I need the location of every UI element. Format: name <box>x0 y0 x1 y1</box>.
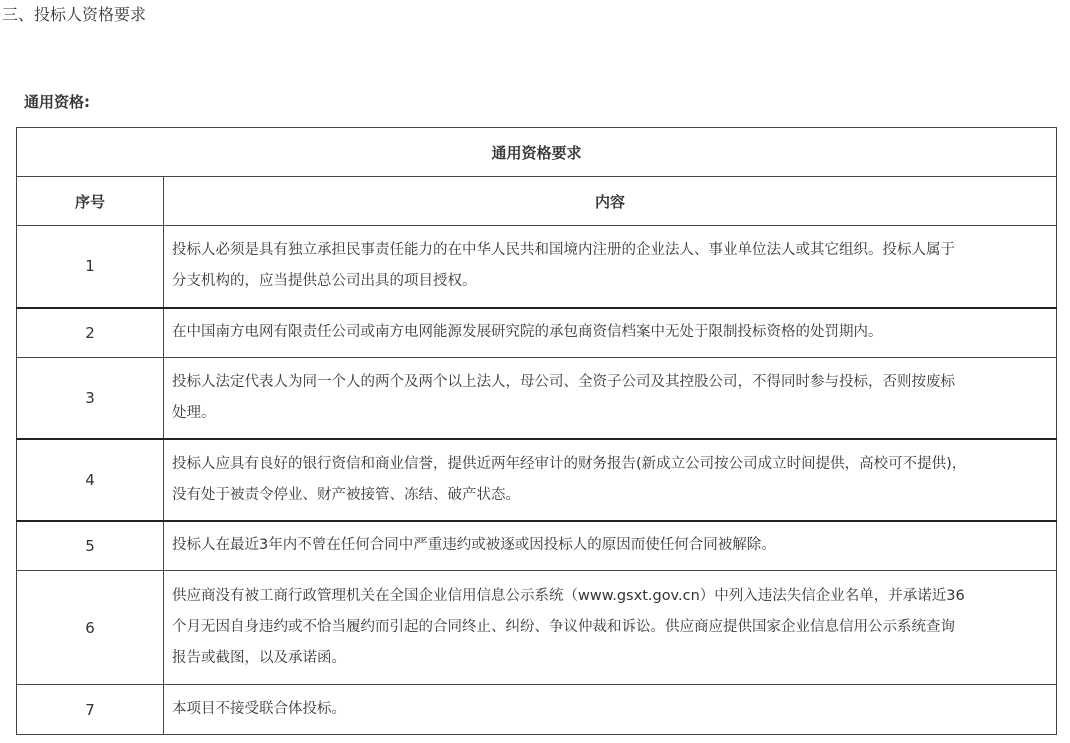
content-line: 处理。 <box>172 404 216 421</box>
content-line: 投标人在最近3年内不曾在任何合同中严重违约或被逐或因投标人的原因而使任何合同被解除。 <box>172 537 776 554</box>
content-line: 个月无因自身违约或不恰当履约而引起的合同终止、纠纷、争议仲裁和诉讼。供应商应提供国家企业信息信用公示系统查询 <box>172 619 955 635</box>
table-row <box>17 308 1057 358</box>
table-row <box>17 439 1057 521</box>
content-line: 没有处于被责令停业、财产被接管、冻结、破产状态。 <box>172 486 520 503</box>
table-row <box>17 571 1057 685</box>
section-heading: 三、投标人资格要求 <box>2 5 147 24</box>
table-row <box>17 226 1057 308</box>
content-line: 投标人应具有良好的银行资信和商业信誉，提供近两年经审计的财务报告(新成立公司按公司成立时间提供，高校可不提供)， <box>172 455 967 472</box>
content-line: 本项目不接受联合体投标。 <box>172 701 346 717</box>
content-line: 供应商没有被工商行政管理机关在全国企业信用信息公示系统（www.gsxt.gov.cn）中列入违法失信企业名单，并承诺近36 <box>172 588 965 604</box>
row-content <box>164 358 1057 439</box>
column-header-number: 序号 <box>17 177 164 226</box>
table-row <box>17 685 1057 735</box>
content-line: 投标人必须是具有独立承担民事责任能力的在中华人民共和国境内注册的企业法人、事业单位法人或其它组织。投标人属于 <box>172 242 955 259</box>
row-content <box>164 308 1057 358</box>
row-number: 2 <box>17 308 164 358</box>
content-line: 分支机构的，应当提供总公司出具的项目授权。 <box>172 273 477 290</box>
row-number: 5 <box>17 521 164 571</box>
content-line: 在中国南方电网有限责任公司或南方电网能源发展研究院的承包商资信档案中无处于限制投标资格的处罚期内。 <box>172 324 883 341</box>
row-number: 3 <box>17 358 164 439</box>
content-line: 投标人法定代表人为同一个人的两个及两个以上法人，母公司、全资子公司及其控股公司，不得同时参与投标，否则按废标 <box>172 373 955 390</box>
content-line: 报告或截图，以及承诺函。 <box>172 650 346 666</box>
row-content <box>164 226 1057 308</box>
row-content <box>164 571 1057 685</box>
row-number: 7 <box>17 685 164 735</box>
row-number: 4 <box>17 439 164 521</box>
table-row <box>17 358 1057 439</box>
table-row <box>17 521 1057 571</box>
row-content <box>164 439 1057 521</box>
row-content <box>164 521 1057 571</box>
row-number: 1 <box>17 226 164 308</box>
column-header-content: 内容 <box>164 177 1057 226</box>
qualification-table <box>16 127 1057 735</box>
table-caption: 通用资格要求 <box>17 128 1057 177</box>
row-content <box>164 685 1057 735</box>
sub-heading: 通用资格: <box>24 93 90 111</box>
row-number: 6 <box>17 571 164 685</box>
